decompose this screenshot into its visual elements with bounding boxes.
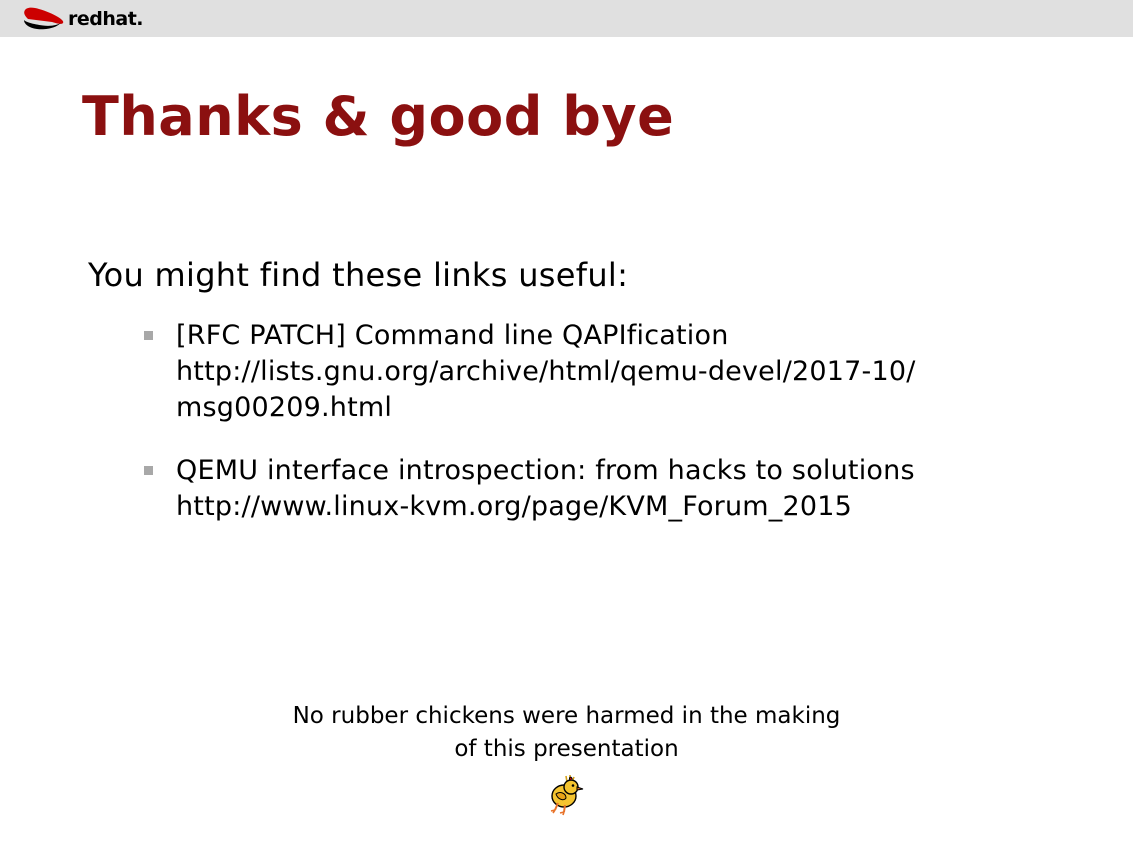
page-title: Thanks & good bye — [82, 85, 675, 148]
footnote — [0, 700, 1133, 767]
rubber-chicken-decoration — [0, 770, 1133, 820]
redhat-logo-text-red: red — [68, 8, 103, 30]
footnote-line-2: of this presentation — [454, 736, 679, 763]
list-item — [140, 318, 1060, 427]
redhat-logo — [22, 4, 143, 34]
lead-text: You might find these links useful: — [88, 256, 629, 294]
list-item — [140, 453, 1060, 525]
square-bullet-icon — [144, 331, 153, 340]
header-band — [0, 0, 1133, 37]
redhat-logo-text — [68, 8, 143, 30]
list-item-line: [RFC PATCH] Command line QAPIfication — [176, 320, 729, 351]
square-bullet-icon — [144, 466, 153, 475]
list-item-line[interactable]: http://www.linux-kvm.org/page/KVM_Forum_2015 — [176, 490, 853, 522]
rubber-chicken-icon — [544, 801, 590, 820]
list-item-line[interactable]: msg00209.html — [176, 392, 393, 424]
redhat-logo-text-hat: hat. — [102, 8, 144, 30]
list-item-line: QEMU interface introspection: from hacks to solutions — [176, 454, 915, 486]
footnote-line-1: No rubber chickens were harmed in the making — [292, 703, 841, 729]
list-item-line[interactable]: http://lists.gnu.org/archive/html/qemu-devel/2017-10/ — [176, 356, 916, 388]
bullet-list — [140, 318, 1060, 551]
redhat-shadowman-logo-icon — [22, 6, 66, 32]
